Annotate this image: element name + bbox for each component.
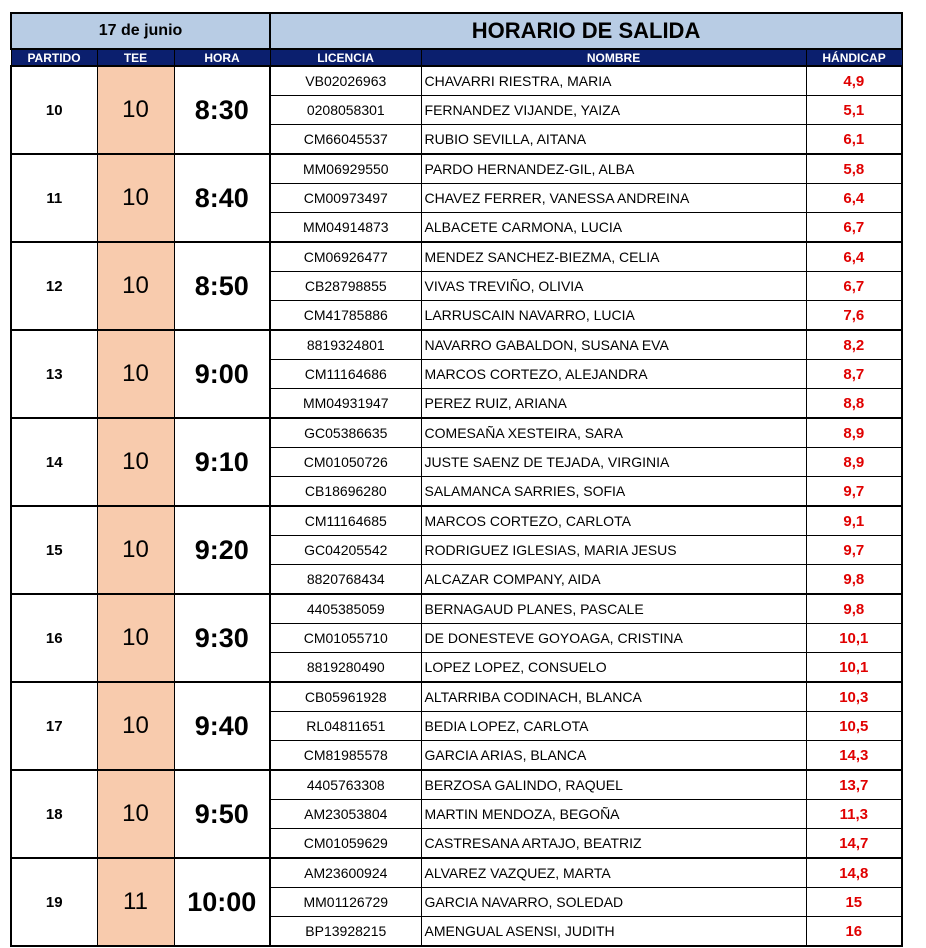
column-header-partido: PARTIDO	[11, 49, 97, 66]
player-licencia: CB28798855	[270, 272, 421, 301]
player-licencia: GC04205542	[270, 536, 421, 565]
player-nombre: RUBIO SEVILLA, AITANA	[421, 125, 806, 155]
player-nombre: MARCOS CORTEZO, CARLOTA	[421, 506, 806, 536]
table-row	[11, 858, 902, 888]
group-hora: 10:00	[174, 858, 270, 946]
player-nombre: MARCOS CORTEZO, ALEJANDRA	[421, 360, 806, 389]
player-handicap: 16	[806, 917, 902, 947]
player-handicap: 14,8	[806, 858, 902, 888]
player-nombre: ALCAZAR COMPANY, AIDA	[421, 565, 806, 595]
group-hora: 8:40	[174, 154, 270, 242]
table-row	[11, 682, 902, 712]
table-row	[11, 418, 902, 448]
player-nombre: MENDEZ SANCHEZ-BIEZMA, CELIA	[421, 242, 806, 272]
player-nombre: ALVAREZ VAZQUEZ, MARTA	[421, 858, 806, 888]
player-licencia: RL04811651	[270, 712, 421, 741]
player-handicap: 9,8	[806, 565, 902, 595]
player-nombre: CASTRESANA ARTAJO, BEATRIZ	[421, 829, 806, 859]
player-licencia: CM00973497	[270, 184, 421, 213]
table-row	[11, 770, 902, 800]
player-handicap: 10,1	[806, 624, 902, 653]
player-nombre: LOPEZ LOPEZ, CONSUELO	[421, 653, 806, 683]
player-licencia: CM01059629	[270, 829, 421, 859]
player-licencia: VB02026963	[270, 66, 421, 96]
player-handicap: 8,9	[806, 448, 902, 477]
player-nombre: LARRUSCAIN NAVARRO, LUCIA	[421, 301, 806, 331]
player-handicap: 7,6	[806, 301, 902, 331]
player-licencia: 0208058301	[270, 96, 421, 125]
player-handicap: 6,7	[806, 272, 902, 301]
player-handicap: 15	[806, 888, 902, 917]
player-handicap: 8,9	[806, 418, 902, 448]
player-nombre: PARDO HERNANDEZ-GIL, ALBA	[421, 154, 806, 184]
player-handicap: 4,9	[806, 66, 902, 96]
player-licencia: CM81985578	[270, 741, 421, 771]
player-licencia: 8819280490	[270, 653, 421, 683]
group-hora: 9:20	[174, 506, 270, 594]
player-nombre: MARTIN MENDOZA, BEGOÑA	[421, 800, 806, 829]
page-title: HORARIO DE SALIDA	[270, 13, 902, 49]
player-nombre: CHAVARRI RIESTRA, MARIA	[421, 66, 806, 96]
group-partido: 14	[11, 418, 97, 506]
player-licencia: BP13928215	[270, 917, 421, 947]
player-licencia: CM66045537	[270, 125, 421, 155]
group-partido: 18	[11, 770, 97, 858]
player-handicap: 9,8	[806, 594, 902, 624]
player-nombre: RODRIGUEZ IGLESIAS, MARIA JESUS	[421, 536, 806, 565]
player-licencia: 4405385059	[270, 594, 421, 624]
table-row	[11, 154, 902, 184]
player-nombre: BERNAGAUD PLANES, PASCALE	[421, 594, 806, 624]
table-row	[11, 66, 902, 96]
player-licencia: CB05961928	[270, 682, 421, 712]
player-licencia: 4405763308	[270, 770, 421, 800]
tee-time-sheet	[10, 12, 901, 947]
group-partido: 11	[11, 154, 97, 242]
player-handicap: 9,1	[806, 506, 902, 536]
group-partido: 19	[11, 858, 97, 946]
player-handicap: 10,1	[806, 653, 902, 683]
player-licencia: MM04914873	[270, 213, 421, 243]
player-licencia: CB18696280	[270, 477, 421, 507]
player-nombre: AMENGUAL ASENSI, JUDITH	[421, 917, 806, 947]
column-header-hora: HORA	[174, 49, 270, 66]
player-licencia: 8820768434	[270, 565, 421, 595]
player-licencia: CM11164686	[270, 360, 421, 389]
table-row	[11, 242, 902, 272]
column-header-tee: TEE	[97, 49, 174, 66]
group-partido: 17	[11, 682, 97, 770]
player-handicap: 14,3	[806, 741, 902, 771]
schedule-body	[11, 66, 902, 946]
player-nombre: DE DONESTEVE GOYOAGA, CRISTINA	[421, 624, 806, 653]
column-header-row	[11, 49, 902, 66]
player-licencia: 8819324801	[270, 330, 421, 360]
player-licencia: CM01055710	[270, 624, 421, 653]
player-licencia: CM11164685	[270, 506, 421, 536]
column-header-nombre: NOMBRE	[421, 49, 806, 66]
column-header-handicap: HÁNDICAP	[806, 49, 902, 66]
group-hora: 8:50	[174, 242, 270, 330]
group-partido: 10	[11, 66, 97, 154]
group-hora: 9:10	[174, 418, 270, 506]
group-partido: 15	[11, 506, 97, 594]
player-licencia: AM23053804	[270, 800, 421, 829]
player-handicap: 8,2	[806, 330, 902, 360]
player-handicap: 6,1	[806, 125, 902, 155]
date-label: 17 de junio	[11, 13, 270, 49]
group-tee: 11	[97, 858, 174, 946]
group-hora: 9:30	[174, 594, 270, 682]
player-handicap: 5,1	[806, 96, 902, 125]
player-nombre: NAVARRO GABALDON, SUSANA EVA	[421, 330, 806, 360]
group-tee: 10	[97, 242, 174, 330]
title-row	[11, 13, 902, 49]
player-handicap: 10,3	[806, 682, 902, 712]
player-handicap: 9,7	[806, 477, 902, 507]
player-nombre: CHAVEZ FERRER, VANESSA ANDREINA	[421, 184, 806, 213]
player-nombre: GARCIA ARIAS, BLANCA	[421, 741, 806, 771]
player-nombre: VIVAS TREVIÑO, OLIVIA	[421, 272, 806, 301]
group-tee: 10	[97, 682, 174, 770]
player-nombre: COMESAÑA XESTEIRA, SARA	[421, 418, 806, 448]
player-licencia: CM06926477	[270, 242, 421, 272]
player-nombre: ALTARRIBA CODINACH, BLANCA	[421, 682, 806, 712]
player-handicap: 6,4	[806, 184, 902, 213]
player-licencia: CM01050726	[270, 448, 421, 477]
group-tee: 10	[97, 66, 174, 154]
table-row	[11, 506, 902, 536]
table-row	[11, 330, 902, 360]
group-partido: 16	[11, 594, 97, 682]
player-nombre: JUSTE SAENZ DE TEJADA, VIRGINIA	[421, 448, 806, 477]
table-row	[11, 594, 902, 624]
group-partido: 13	[11, 330, 97, 418]
player-licencia: CM41785886	[270, 301, 421, 331]
player-handicap: 8,7	[806, 360, 902, 389]
player-handicap: 10,5	[806, 712, 902, 741]
player-handicap: 11,3	[806, 800, 902, 829]
player-licencia: MM06929550	[270, 154, 421, 184]
group-hora: 9:50	[174, 770, 270, 858]
player-nombre: FERNANDEZ VIJANDE, YAIZA	[421, 96, 806, 125]
player-handicap: 6,4	[806, 242, 902, 272]
group-hora: 9:00	[174, 330, 270, 418]
player-handicap: 13,7	[806, 770, 902, 800]
player-nombre: BERZOSA GALINDO, RAQUEL	[421, 770, 806, 800]
player-handicap: 9,7	[806, 536, 902, 565]
player-nombre: ALBACETE CARMONA, LUCIA	[421, 213, 806, 243]
player-handicap: 8,8	[806, 389, 902, 419]
player-handicap: 6,7	[806, 213, 902, 243]
group-tee: 10	[97, 330, 174, 418]
player-nombre: GARCIA NAVARRO, SOLEDAD	[421, 888, 806, 917]
group-tee: 10	[97, 506, 174, 594]
player-handicap: 5,8	[806, 154, 902, 184]
player-nombre: SALAMANCA SARRIES, SOFIA	[421, 477, 806, 507]
player-licencia: MM01126729	[270, 888, 421, 917]
group-hora: 9:40	[174, 682, 270, 770]
player-handicap: 14,7	[806, 829, 902, 859]
group-tee: 10	[97, 418, 174, 506]
player-nombre: BEDIA LOPEZ, CARLOTA	[421, 712, 806, 741]
group-partido: 12	[11, 242, 97, 330]
column-header-licencia: LICENCIA	[270, 49, 421, 66]
group-tee: 10	[97, 154, 174, 242]
player-licencia: GC05386635	[270, 418, 421, 448]
group-hora: 8:30	[174, 66, 270, 154]
group-tee: 10	[97, 594, 174, 682]
group-tee: 10	[97, 770, 174, 858]
player-nombre: PEREZ RUIZ, ARIANA	[421, 389, 806, 419]
player-licencia: MM04931947	[270, 389, 421, 419]
schedule-table	[10, 12, 903, 947]
player-licencia: AM23600924	[270, 858, 421, 888]
